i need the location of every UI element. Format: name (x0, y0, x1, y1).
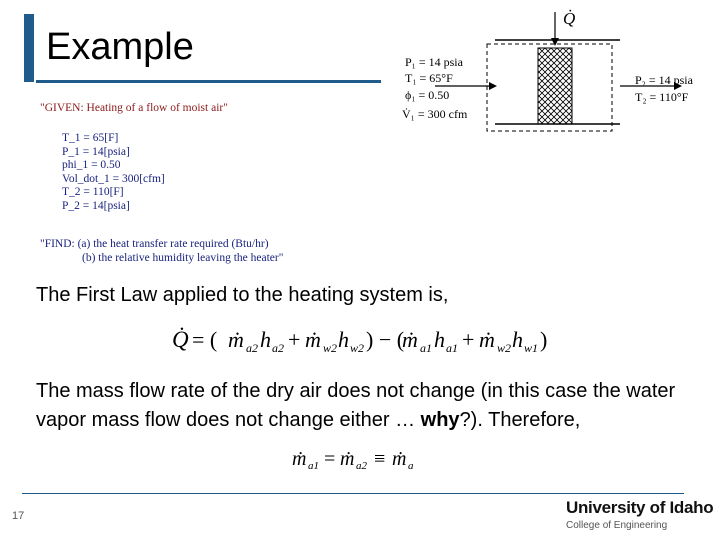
given-item: T_2 = 110[F] (62, 186, 124, 198)
svg-text:a1: a1 (446, 341, 458, 355)
inlet-label: ϕ₁ = 0.50 (405, 88, 450, 102)
svg-text:ṁ: ṁ (479, 327, 495, 352)
inlet-label: T₁ = 65°F (405, 71, 453, 85)
mass-flow-equation (290, 443, 430, 473)
svg-text:Q̇: Q̇ (172, 327, 189, 352)
given-item: Vol_dot_1 = 300[cfm] (62, 172, 165, 185)
inlet-label: V̇₁ = 300 cfm (402, 107, 468, 121)
svg-text:h: h (512, 327, 523, 352)
given-item: phi_1 = 0.50 (62, 159, 121, 171)
heater-diagram (395, 0, 720, 140)
mass-flow-text-bold: why (420, 409, 460, 431)
first-law-equation (170, 318, 550, 360)
svg-text:a2: a2 (246, 341, 258, 355)
given-item: P_2 = 14[psia] (62, 199, 130, 212)
svg-text:): ) (540, 327, 548, 352)
heating-element (538, 48, 572, 124)
svg-text:+: + (462, 327, 475, 352)
svg-text:= (: = ( (192, 327, 218, 352)
svg-text:w2: w2 (323, 341, 338, 355)
svg-text:a1: a1 (308, 460, 319, 472)
mass-flow-text (36, 377, 706, 435)
q-label: Q̇ (563, 9, 576, 28)
q-arrow-head (551, 38, 559, 46)
svg-text:a2: a2 (272, 341, 284, 355)
svg-text:a2: a2 (356, 460, 367, 472)
svg-text:ṁ: ṁ (292, 448, 307, 470)
svg-text:w2: w2 (350, 341, 365, 355)
svg-text:≡: ≡ (374, 448, 386, 470)
svg-text:ṁ: ṁ (228, 327, 244, 352)
footer-rule (22, 493, 684, 494)
svg-text:w2: w2 (497, 341, 512, 355)
inlet-label: P₁ = 14 psia (405, 55, 463, 69)
svg-text:) − (: ) − ( (366, 327, 405, 352)
svg-text:a: a (408, 460, 414, 472)
find-line-2: (b) the relative humidity leaving the heater" (82, 252, 284, 264)
svg-text:a1: a1 (420, 341, 432, 355)
svg-text:ṁ: ṁ (402, 327, 418, 352)
svg-text:w1: w1 (524, 341, 539, 355)
svg-text:h: h (338, 327, 349, 352)
svg-text:ṁ: ṁ (340, 448, 355, 470)
title-underline (36, 80, 381, 83)
svg-text:ṁ: ṁ (392, 448, 407, 470)
svg-text:h: h (434, 327, 445, 352)
slide-title: Example (46, 26, 194, 68)
outlet-label: P₂ = 14 psia (635, 73, 693, 87)
svg-text:+: + (288, 327, 301, 352)
mass-flow-text-b: ?). Therefore, (459, 409, 581, 431)
find-line-1: "FIND: (a) the heat transfer rate required (Btu/hr) (40, 238, 269, 250)
given-list (62, 132, 165, 213)
page-number: 17 (12, 510, 25, 522)
title-accent-bar (24, 14, 34, 82)
outlet-label: T₂ = 110°F (635, 90, 689, 104)
first-law-text: The First Law applied to the heating system is, (36, 284, 449, 306)
svg-text:ṁ: ṁ (305, 327, 321, 352)
university-logo: University of Idaho (566, 498, 714, 517)
given-item: P_1 = 14[psia] (62, 145, 130, 158)
svg-text:=: = (324, 448, 336, 470)
given-item: T_1 = 65[F] (62, 132, 119, 144)
inlet-arrow-head (489, 82, 497, 90)
svg-text:h: h (260, 327, 271, 352)
mass-flow-text-a: The mass flow rate of the dry air does not change (in this case the water vapor mass flow does not change either … (36, 380, 676, 431)
college-name: College of Engineering (566, 520, 668, 531)
given-heading: "GIVEN: Heating of a flow of moist air" (40, 102, 228, 114)
